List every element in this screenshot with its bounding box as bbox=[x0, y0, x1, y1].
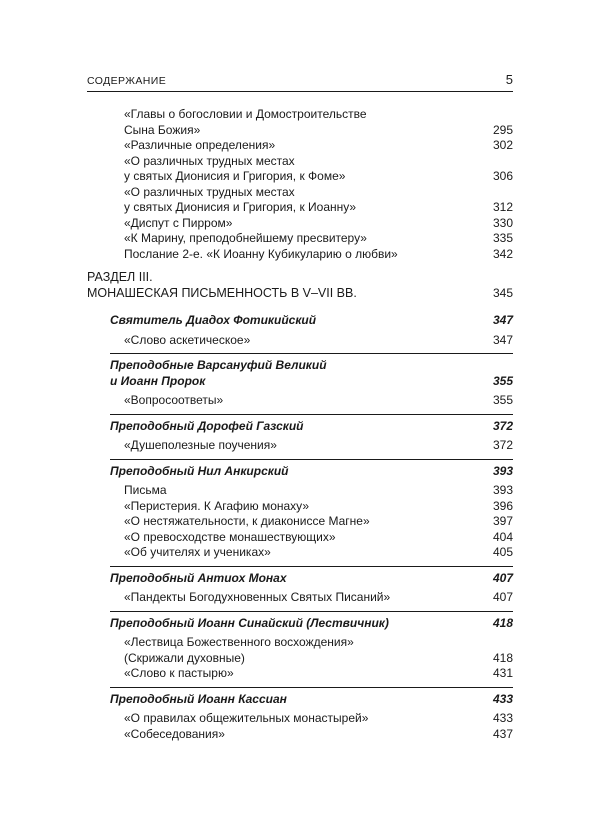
toc-entry-line-text: «Об учителях и учениках» bbox=[124, 545, 271, 559]
toc-entry-line-text: «Собеседования» bbox=[124, 726, 225, 741]
toc-entry-line-page: 330 bbox=[492, 215, 513, 230]
toc-entry-line-page: 335 bbox=[492, 231, 513, 245]
author-heading-page: 393 bbox=[492, 463, 513, 478]
toc-entry-line-text: Сына Божия» bbox=[124, 122, 201, 137]
toc-entry-line-page: 372 bbox=[492, 438, 513, 452]
toc-entry-line bbox=[87, 393, 513, 409]
toc-entry-line-page: 295 bbox=[492, 122, 513, 137]
toc-entry-line bbox=[87, 333, 513, 349]
author-heading-text: Преподобный Антиох Монах bbox=[110, 570, 287, 585]
toc-entry-line-page: 431 bbox=[492, 666, 513, 680]
toc-entry-line bbox=[87, 438, 513, 454]
author-heading bbox=[87, 313, 513, 329]
toc-entry-line-text: «Различные определения» bbox=[124, 138, 276, 152]
section-heading-line-page bbox=[481, 270, 513, 286]
toc-entry-line bbox=[87, 200, 513, 216]
author-heading-text: Преподобный Иоанн Кассиан bbox=[110, 691, 287, 706]
author-heading-page: 433 bbox=[492, 691, 513, 706]
author-heading-text: Преподобный Иоанн Синайский (Лествичник) bbox=[110, 615, 389, 630]
toc-entry-line bbox=[87, 107, 513, 123]
entry-separator bbox=[110, 687, 513, 688]
toc-entry-line-page bbox=[481, 185, 513, 201]
toc-entry-line bbox=[87, 169, 513, 185]
toc-entry-line-text: «Лествица Божественного восхождения» bbox=[124, 635, 354, 649]
toc-entry-line-text: «Вопросоответы» bbox=[124, 393, 224, 407]
toc-entry-line-text: «Пандекты Богодухновенных Святых Писаний» bbox=[124, 590, 391, 604]
toc-entry-line bbox=[87, 499, 513, 515]
spacer bbox=[87, 262, 513, 270]
toc-entry-line-page: 302 bbox=[492, 138, 513, 152]
toc-entry-line bbox=[87, 123, 513, 139]
toc-entry-line bbox=[87, 185, 513, 201]
toc-entry-line-text: «Главы о богословии и Домостроительстве bbox=[124, 107, 367, 121]
toc-entry-line-page: 347 bbox=[492, 332, 513, 347]
toc-entry-line-text: «О нестяжательности, к диакониссе Магне» bbox=[124, 514, 370, 528]
toc-entry-line bbox=[87, 514, 513, 530]
author-heading bbox=[87, 616, 513, 632]
toc-entry-line-page: 418 bbox=[492, 650, 513, 665]
toc-entry-line-page: 405 bbox=[492, 545, 513, 559]
entry-separator bbox=[110, 353, 513, 354]
page-number: 5 bbox=[505, 72, 513, 87]
toc-entry-line-text: «Душеполезные поучения» bbox=[124, 438, 277, 452]
author-heading bbox=[87, 374, 513, 390]
toc-entry-line-page bbox=[481, 154, 513, 170]
toc-entry-line bbox=[87, 247, 513, 263]
toc-entry-line-text: (Скрижали духовные) bbox=[124, 650, 245, 665]
toc-entry-line-text: «О различных трудных местах bbox=[124, 153, 295, 168]
toc-entry-line-page: 404 bbox=[492, 529, 513, 544]
author-heading-text: Преподобные Варсануфий Великий bbox=[110, 358, 327, 372]
table-of-contents bbox=[87, 107, 513, 742]
entry-separator bbox=[110, 414, 513, 415]
section-heading-line bbox=[87, 270, 513, 286]
author-heading-page: 347 bbox=[492, 313, 513, 327]
running-title: СОДЕРЖАНИЕ bbox=[87, 75, 167, 87]
running-header bbox=[87, 72, 513, 87]
author-heading-page bbox=[481, 358, 513, 374]
toc-entry-line-page: 312 bbox=[492, 200, 513, 214]
toc-entry-line bbox=[87, 727, 513, 743]
toc-entry-line-text: «О правилах общежительных монастырей» bbox=[124, 711, 369, 725]
toc-entry-line-page: 306 bbox=[492, 169, 513, 183]
section-heading-line bbox=[87, 286, 513, 302]
section-heading-line-page: 345 bbox=[492, 285, 513, 300]
toc-entry-line-page: 393 bbox=[492, 483, 513, 497]
author-heading-page: 355 bbox=[492, 373, 513, 388]
toc-entry-line-page: 437 bbox=[492, 726, 513, 741]
toc-entry-line-text: «Слово к пастырю» bbox=[124, 666, 234, 680]
toc-entry-line-page bbox=[481, 635, 513, 651]
entry-separator bbox=[110, 459, 513, 460]
toc-entry-line-text: Письма bbox=[124, 483, 167, 497]
toc-entry-line-page: 355 bbox=[492, 393, 513, 407]
author-heading-text: Святитель Диадох Фотикийский bbox=[110, 313, 317, 327]
author-heading-page: 407 bbox=[492, 570, 513, 585]
toc-entry-line-page: 342 bbox=[492, 246, 513, 261]
toc-entry-line bbox=[87, 651, 513, 667]
author-heading bbox=[87, 358, 513, 374]
toc-entry-line-text: «Диспут с Пирром» bbox=[124, 215, 233, 230]
header-rule bbox=[87, 91, 513, 92]
toc-entry-line bbox=[87, 231, 513, 247]
toc-entry-line-text: «К Марину, преподобнейшему пресвитеру» bbox=[124, 231, 367, 245]
toc-entry-line-page: 407 bbox=[492, 590, 513, 604]
entry-separator bbox=[110, 566, 513, 567]
author-heading-page: 372 bbox=[492, 418, 513, 433]
author-heading bbox=[87, 419, 513, 435]
author-heading-text: Преподобный Нил Анкирский bbox=[110, 463, 289, 478]
author-heading-text: Преподобный Дорофей Газский bbox=[110, 418, 304, 433]
author-heading-text: и Иоанн Пророк bbox=[110, 373, 206, 388]
toc-entry-line-page: 433 bbox=[492, 711, 513, 725]
toc-entry-line-page: 396 bbox=[492, 498, 513, 513]
spacer bbox=[87, 301, 513, 309]
toc-entry-line-text: «Перистерия. К Агафию монаху» bbox=[124, 498, 309, 513]
author-heading bbox=[87, 571, 513, 587]
toc-entry-line bbox=[87, 590, 513, 606]
toc-entry-line bbox=[87, 666, 513, 682]
toc-entry-line-text: Послание 2-е. «К Иоанну Кубикуларию о любви» bbox=[124, 246, 398, 261]
toc-entry-line bbox=[87, 635, 513, 651]
toc-entry-line-text: «Слово аскетическое» bbox=[124, 332, 251, 347]
toc-entry-line-text: у святых Дионисия и Григория, к Иоанну» bbox=[124, 200, 357, 214]
entry-separator bbox=[110, 611, 513, 612]
section-heading-line-text: МОНАШЕСКАЯ ПИСЬМЕННОСТЬ В V–VII ВВ. bbox=[87, 285, 357, 300]
toc-entry-line-text: «О превосходстве монашествующих» bbox=[124, 529, 336, 544]
section-heading-line-text: РАЗДЕЛ III. bbox=[87, 270, 153, 284]
toc-entry-line bbox=[87, 154, 513, 170]
toc-entry-line-text: у святых Дионисия и Григория, к Фоме» bbox=[124, 169, 346, 183]
author-heading-page: 418 bbox=[492, 615, 513, 630]
toc-entry-line bbox=[87, 138, 513, 154]
toc-entry-line bbox=[87, 711, 513, 727]
toc-entry-line bbox=[87, 483, 513, 499]
toc-entry-line bbox=[87, 530, 513, 546]
toc-entry-line-text: «О различных трудных местах bbox=[124, 184, 295, 199]
author-heading bbox=[87, 692, 513, 708]
toc-entry-line-page: 397 bbox=[492, 514, 513, 528]
toc-entry-line bbox=[87, 216, 513, 232]
toc-entry-line-page bbox=[481, 107, 513, 123]
author-heading bbox=[87, 464, 513, 480]
toc-entry-line bbox=[87, 545, 513, 561]
